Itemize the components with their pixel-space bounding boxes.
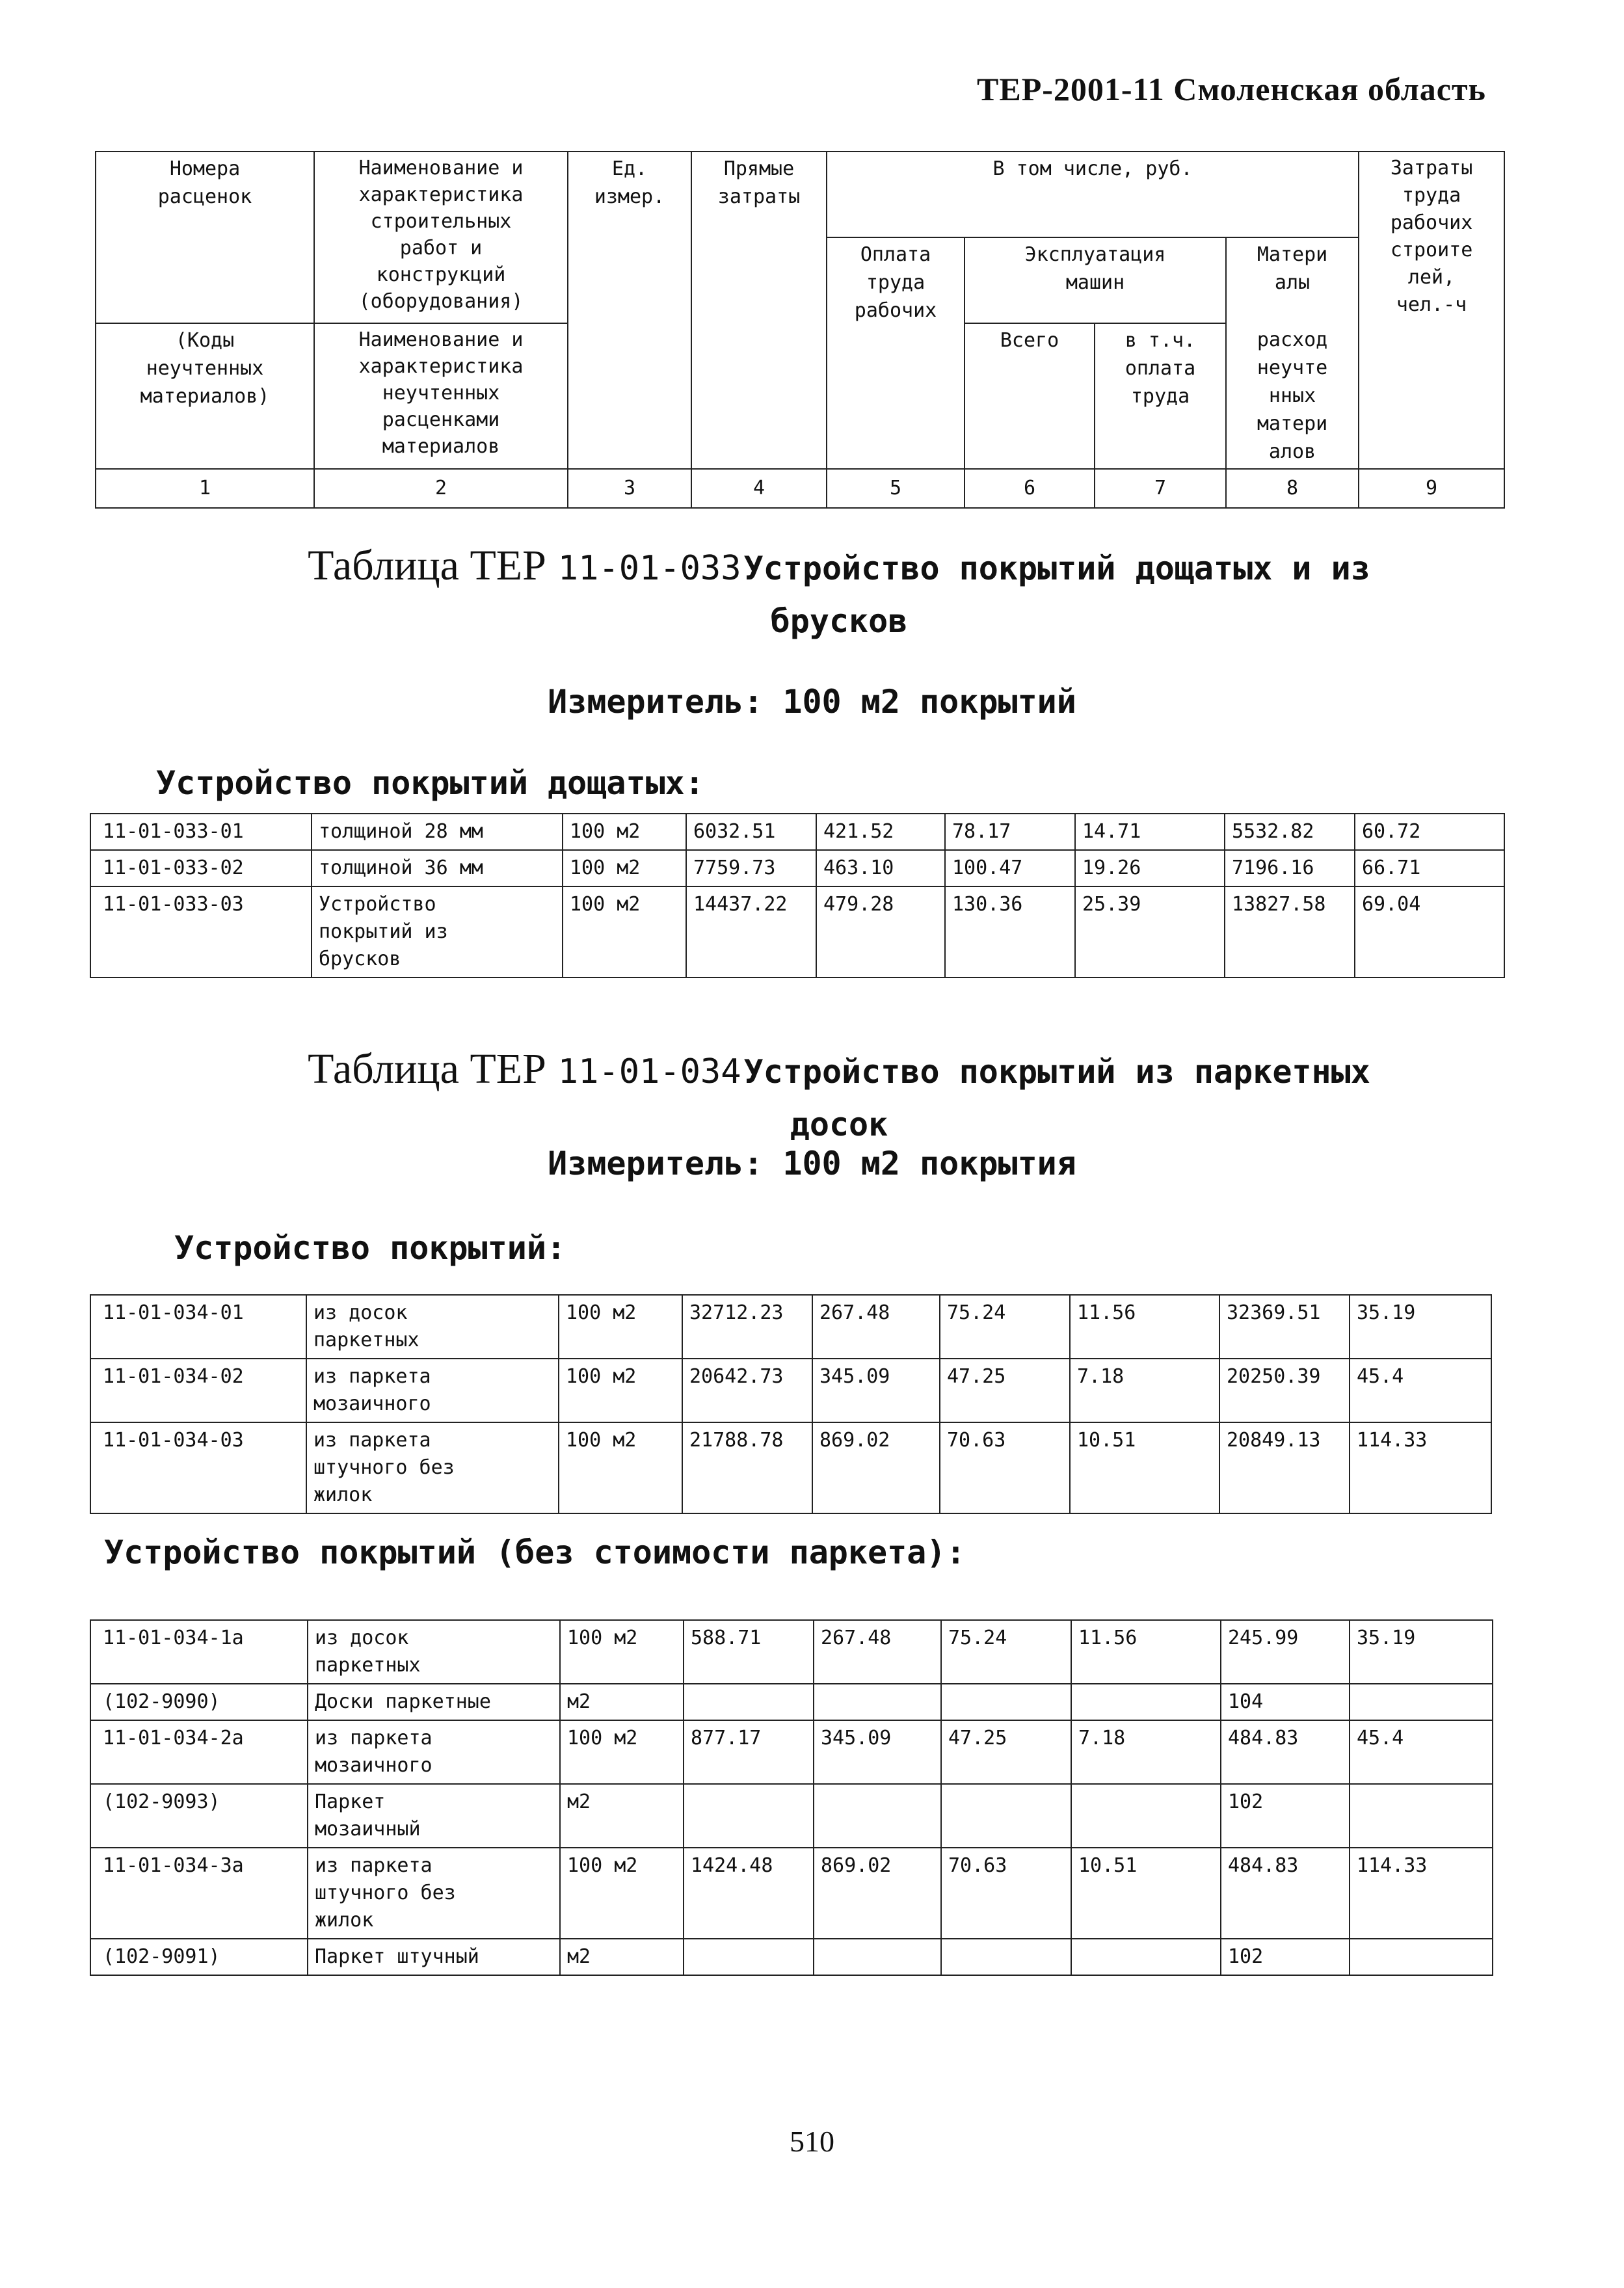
table034-section: Устройство покрытий: [174,1229,566,1267]
table-cell: 11-01-034-1а [90,1620,308,1684]
table-cell [684,1684,814,1720]
table-cell: 11.56 [1071,1620,1221,1684]
table-cell: 100 м2 [559,1422,682,1513]
table033 [90,813,1505,978]
table-cell: 60.72 [1355,814,1504,850]
header-unit: Ед. измер. [568,152,691,469]
table-cell [1071,1784,1221,1848]
table-cell: 484.83 [1221,1720,1350,1784]
table-cell: 45.4 [1350,1359,1491,1422]
table-cell: 70.63 [940,1422,1070,1513]
table034-no-parquet [90,1619,1493,1976]
table-cell: 484.83 [1221,1848,1350,1939]
table-cell: 32712.23 [682,1295,812,1359]
col-number: 6 [965,469,1095,508]
table-cell: 104 [1221,1684,1350,1720]
table-cell: 877.17 [684,1720,814,1784]
table-cell: 21788.78 [682,1422,812,1513]
col-number: 7 [1095,469,1226,508]
table-cell: 100 м2 [563,886,686,978]
table033-measure: Измеритель: 100 м2 покрытий [548,683,1076,721]
table-cell: 14.71 [1075,814,1225,850]
table033-title-prefix: Таблица ТЕР [308,542,546,589]
table033-section: Устройство покрытий дощатых: [156,764,704,802]
table-cell: из досок паркетных [306,1295,559,1359]
table-cell [684,1939,814,1975]
table-cell: 102 [1221,1784,1350,1848]
table033-title-text: Устройство покрытий дощатых и из брусков [743,550,1370,640]
header-exploit: Эксплуатация машин [965,237,1226,323]
table-cell: из паркета мозаичного [306,1359,559,1422]
table-cell: м2 [560,1784,684,1848]
table-cell: из паркета мозаичного [308,1720,560,1784]
table033-title [189,544,1489,652]
table-cell: 245.99 [1221,1620,1350,1684]
table-row [90,1939,1493,1975]
table-cell: 35.19 [1350,1620,1493,1684]
table-cell: 11-01-033-01 [90,814,312,850]
table-cell [814,1784,941,1848]
table-cell: 35.19 [1350,1295,1491,1359]
table-cell [814,1939,941,1975]
table-row [90,850,1504,886]
table034-title-code: 11-01-034 [557,1052,741,1091]
table-cell: 1424.48 [684,1848,814,1939]
page-header: ТЕР-2001-11 Смоленская область [977,71,1486,107]
table-cell: 25.39 [1075,886,1225,978]
table-cell [941,1784,1071,1848]
table-cell [941,1939,1071,1975]
table-cell: 100 м2 [559,1359,682,1422]
table-cell: 70.63 [941,1848,1071,1939]
table-cell: 20642.73 [682,1359,812,1422]
header-incl-pay: в т.ч. оплата труда [1095,323,1226,469]
table-cell [941,1684,1071,1720]
table-cell: из досок паркетных [308,1620,560,1684]
table-cell: 6032.51 [686,814,816,850]
table-cell: (102-9093) [90,1784,308,1848]
table-cell: 11-01-034-02 [90,1359,306,1422]
header-codes: (Коды неучтенных материалов) [96,323,314,469]
table-cell: 345.09 [814,1720,941,1784]
header-total: Всего [965,323,1095,469]
table-cell: 10.51 [1070,1422,1219,1513]
table-cell: 345.09 [812,1359,940,1422]
table-cell: 7759.73 [686,850,816,886]
table-row [90,814,1504,850]
table-cell: 47.25 [941,1720,1071,1784]
table-cell: 14437.22 [686,886,816,978]
table-cell: 869.02 [812,1422,940,1513]
header-pay: Оплата труда рабочих [827,237,965,469]
table-cell: 463.10 [816,850,945,886]
table-cell: 66.71 [1355,850,1504,886]
table-cell: Доски паркетные [308,1684,560,1720]
table-cell: 100 м2 [563,814,686,850]
table-row [90,1720,1493,1784]
table034-title [189,1047,1489,1155]
table-cell: 7.18 [1071,1720,1221,1784]
table-cell: Паркет мозаичный [308,1784,560,1848]
table-cell: 11-01-034-3а [90,1848,308,1939]
table-row [90,1620,1493,1684]
header-mater-consume: расход неучте нных матери алов [1226,323,1359,469]
table-cell: 588.71 [684,1620,814,1684]
table-cell: 100 м2 [560,1848,684,1939]
table-cell [684,1784,814,1848]
table-cell: 5532.82 [1225,814,1355,850]
table-cell: 869.02 [814,1848,941,1939]
table-cell: 100 м2 [560,1720,684,1784]
table-cell: 78.17 [945,814,1075,850]
header-direct: Прямые затраты [691,152,827,469]
col-number: 4 [691,469,827,508]
table034-title-text: Устройство покрытий из паркетных досок [743,1053,1370,1143]
table-cell: 11.56 [1070,1295,1219,1359]
table034-section2: Устройство покрытий (без стоимости паркета): [104,1534,966,1571]
col-number: 1 [96,469,314,508]
table-row [90,1684,1493,1720]
table-cell: 10.51 [1071,1848,1221,1939]
table-cell: 11-01-033-03 [90,886,312,978]
table-cell: толщиной 28 мм [312,814,563,850]
table-cell: из паркета штучного без жилок [308,1848,560,1939]
table-cell: м2 [560,1684,684,1720]
table-cell: 100 м2 [559,1295,682,1359]
table-cell [1350,1784,1493,1848]
table-cell: 100.47 [945,850,1075,886]
table-cell [1350,1939,1493,1975]
table-cell: (102-9091) [90,1939,308,1975]
table-cell: 100 м2 [563,850,686,886]
table-row [90,1848,1493,1939]
table-cell: 102 [1221,1939,1350,1975]
table033-title-code: 11-01-033 [557,549,741,588]
col-number: 5 [827,469,965,508]
table-row [90,1295,1491,1359]
table-cell: 267.48 [812,1295,940,1359]
table034 [90,1294,1492,1514]
table-cell: 130.36 [945,886,1075,978]
table-cell: 100 м2 [560,1620,684,1684]
table-cell: толщиной 36 мм [312,850,563,886]
table-cell [814,1684,941,1720]
header-rascenki: Номера расценок [96,152,314,237]
table034-title-prefix: Таблица ТЕР [308,1045,546,1093]
table-cell: м2 [560,1939,684,1975]
table-cell: 7.18 [1070,1359,1219,1422]
table-cell: 267.48 [814,1620,941,1684]
table-cell: 75.24 [941,1620,1071,1684]
table-cell [1071,1684,1221,1720]
page-number: 510 [790,2125,834,2158]
header-mater: Матери алы [1226,237,1359,323]
table-cell: 7196.16 [1225,850,1355,886]
table-cell: 45.4 [1350,1720,1493,1784]
table-cell: Устройство покрытий из брусков [312,886,563,978]
header-name-codes: Наименование и характеристика неучтенных расценками материалов [314,323,568,469]
table-cell: 20250.39 [1219,1359,1350,1422]
table-cell: 47.25 [940,1359,1070,1422]
col-number: 8 [1226,469,1359,508]
table-row [90,1784,1493,1848]
table-cell: 13827.58 [1225,886,1355,978]
table-cell: 479.28 [816,886,945,978]
col-number: 2 [314,469,568,508]
table-cell: 19.26 [1075,850,1225,886]
table-cell: 11-01-033-02 [90,850,312,886]
table-cell: 114.33 [1350,1422,1491,1513]
table-cell: 11-01-034-03 [90,1422,306,1513]
table-cell: 421.52 [816,814,945,850]
col-number: 3 [568,469,691,508]
table-cell: 11-01-034-01 [90,1295,306,1359]
col-number: 9 [1359,469,1504,508]
table-row [90,1359,1491,1422]
table-cell: 20849.13 [1219,1422,1350,1513]
header-labor: Затраты труда рабочих строите лей, чел.-ч [1359,152,1504,469]
table-cell: 32369.51 [1219,1295,1350,1359]
table034-measure: Измеритель: 100 м2 покрытия [548,1145,1076,1182]
table-cell: из паркета штучного без жилок [306,1422,559,1513]
table-cell: 75.24 [940,1295,1070,1359]
header-name: Наименование и характеристика строительных работ и конструкций (оборудования) [314,152,568,323]
table-cell: 69.04 [1355,886,1504,978]
table-row [90,1422,1491,1513]
table-row [90,886,1504,978]
table-cell [1350,1684,1493,1720]
table-cell: 114.33 [1350,1848,1493,1939]
header-incl: В том числе, руб. [827,152,1359,237]
table-cell: 11-01-034-2а [90,1720,308,1784]
table-cell: (102-9090) [90,1684,308,1720]
header-table [95,151,1505,509]
table-cell: Паркет штучный [308,1939,560,1975]
table-cell [1071,1939,1221,1975]
